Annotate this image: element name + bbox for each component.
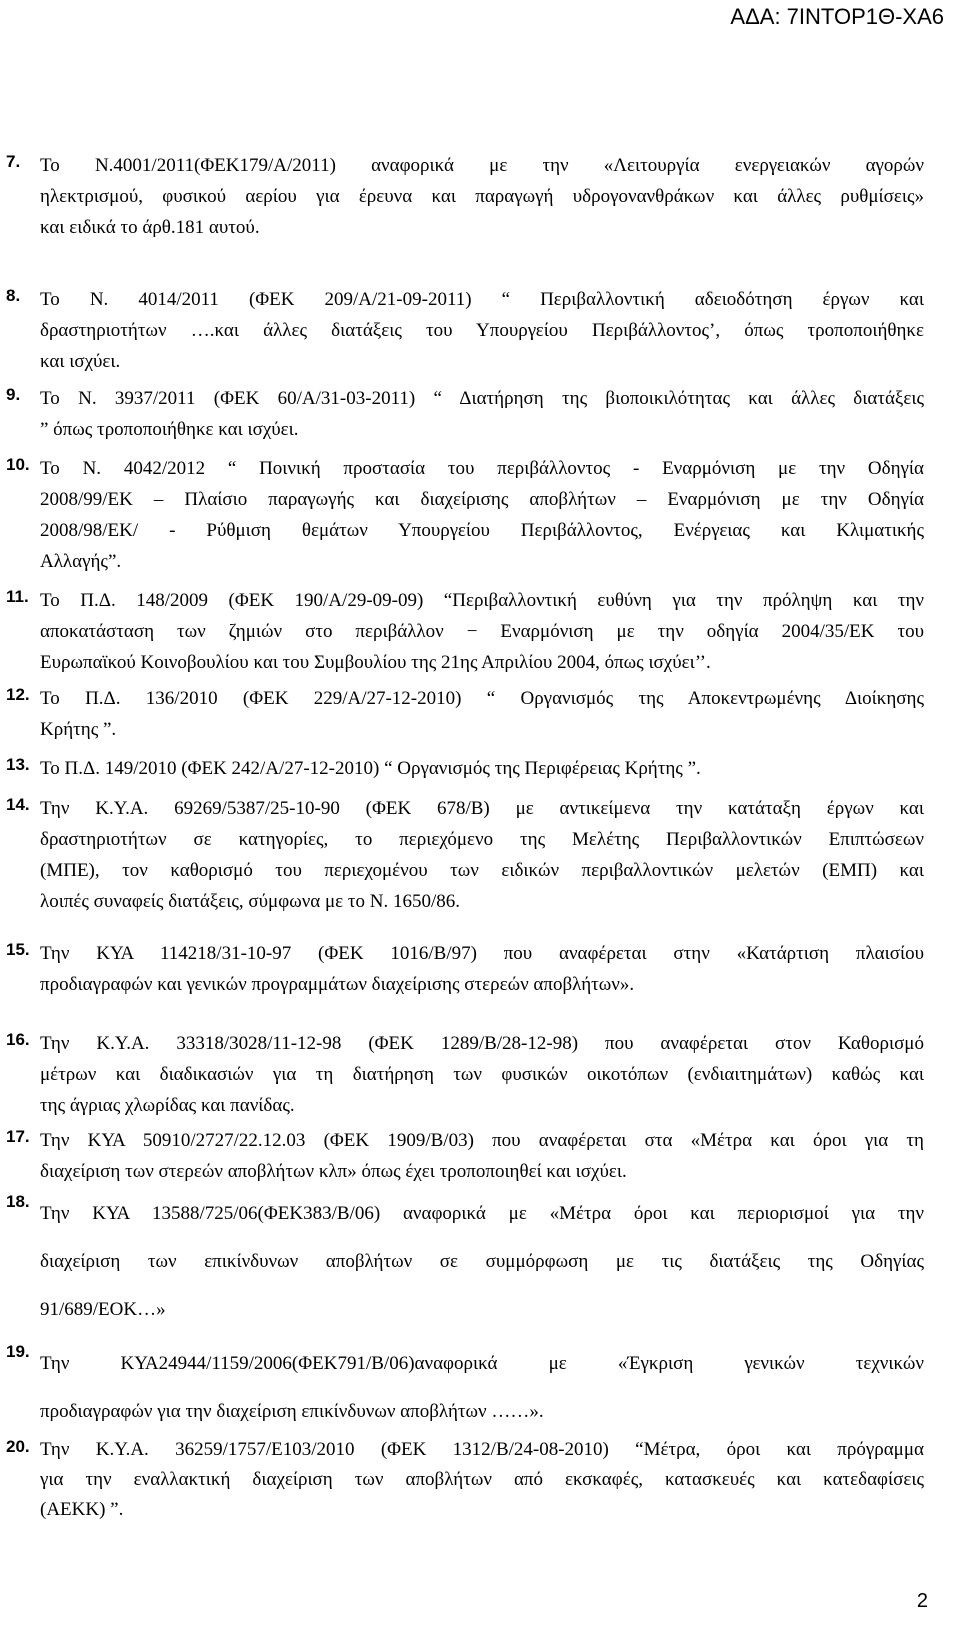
text-line: Το Π.Δ. 149/2010 (ΦΕΚ 242/Α/27-12-2010) “ Οργανισμός της Περιφέρειας Κρήτης ”.: [40, 758, 701, 779]
text-line: (ΜΠΕ), τον καθορισμό του περιεχομένου των ειδικών περιβαλλοντικών μελετών (ΕΜΠ) και: [40, 860, 924, 881]
item-text: [40, 683, 924, 745]
text-line: Την ΚΥΑ 13588/725/06(ΦΕΚ383/Β/06) αναφορικά με «Μέτρα όροι και περιορισμοί για την: [40, 1203, 924, 1224]
text-line: δραστηριοτήτων σε κατηγορίες, το περιεχόμενο της Μελέτης Περιβαλλοντικών Επιπτώσεων: [40, 829, 924, 850]
text-line: Ευρωπαϊκού Κοινοβουλίου και του Συμβουλίου της 21ης Απριλίου 2004, όπως ισχύει’’.: [40, 652, 711, 673]
text-line: Κρήτης ”.: [40, 719, 117, 740]
item-number: 7.: [6, 152, 21, 171]
item-number: 11.: [6, 587, 29, 606]
text-line: αποκατάσταση των ζημιών στο περιβάλλον − Εναρμόνιση με την οδηγία 2004/35/ΕΚ του: [40, 621, 924, 642]
item-text: [40, 1435, 924, 1525]
text-line: 91/689/ΕΟΚ…»: [40, 1299, 166, 1320]
item-text: [40, 1190, 924, 1334]
text-line: της άγριας χλωρίδας και πανίδας.: [40, 1095, 295, 1116]
text-line: 2008/99/ΕΚ – Πλαίσιο παραγωγής και διαχείρισης αποβλήτων – Εναρμόνιση με την Οδηγία: [40, 489, 924, 510]
item-number: 16.: [6, 1030, 30, 1049]
item-number: 15.: [6, 940, 30, 959]
text-line: Αλλαγής”.: [40, 551, 122, 572]
text-line: και ισχύει.: [40, 351, 121, 372]
item-number: 14.: [6, 795, 30, 814]
item-text: [40, 453, 924, 577]
item-text: [40, 1125, 924, 1187]
item-number: 18.: [6, 1192, 30, 1211]
text-line: Το Ν. 3937/2011 (ΦΕΚ 60/Α/31-03-2011) “ Διατήρηση της βιοποικιλότητας και άλλες διατάξεις: [40, 388, 924, 409]
text-line: (ΑΕΚΚ) ”.: [40, 1499, 124, 1520]
item-number: 17.: [6, 1127, 30, 1146]
text-line: ” όπως τροποποιήθηκε και ισχύει.: [40, 419, 299, 440]
text-line: Την Κ.Υ.Α. 36259/1757/Ε103/2010 (ΦΕΚ 1312/Β/24-08-2010) “Μέτρα, όροι και πρόγραμμα: [40, 1439, 924, 1460]
item-text: [40, 938, 924, 1000]
text-line: Την ΚΥΑ24944/1159/2006(ΦΕΚ791/Β/06)αναφορικά με «Έγκριση γενικών τεχνικών: [40, 1353, 924, 1374]
text-line: ηλεκτρισμού, φυσικού αερίου για έρευνα και παραγωγή υδρογονανθράκων και άλλες ρυθμίσεις»: [40, 186, 924, 207]
text-line: διαχείριση των επικίνδυνων αποβλήτων σε συμμόρφωση με τις διατάξεις της Οδηγίας: [40, 1251, 924, 1272]
text-line: Το Π.Δ. 136/2010 (ΦΕΚ 229/Α/27-12-2010) “ Οργανισμός της Αποκεντρωμένης Διοίκησης: [40, 688, 924, 709]
item-text: [40, 383, 924, 445]
item-number: 9.: [6, 385, 21, 404]
item-number: 19.: [6, 1342, 30, 1361]
text-line: Το Π.Δ. 148/2009 (ΦΕΚ 190/Α/29-09-09) “Περιβαλλοντική ευθύνη για την πρόληψη και την: [40, 590, 924, 611]
text-line: Την Κ.Υ.Α. 33318/3028/11-12-98 (ΦΕΚ 1289/Β/28-12-98) που αναφέρεται στον Καθορισμό: [40, 1033, 924, 1054]
item-text: [40, 1340, 924, 1436]
item-number: 13.: [6, 755, 30, 774]
item-text: [40, 284, 924, 377]
ada-header: ΑΔΑ: 7ΙΝΤΟΡ1Θ-ΧΑ6: [730, 4, 944, 29]
text-line: Το Ν. 4042/2012 “ Ποινική προστασία του περιβάλλοντος - Εναρμόνιση με την Οδηγία: [40, 458, 924, 479]
text-line: Το Ν. 4014/2011 (ΦΕΚ 209/Α/21-09-2011) “ Περιβαλλοντική αδειοδότηση έργων και: [40, 289, 924, 310]
item-text: [40, 793, 924, 917]
item-text: [40, 585, 924, 678]
text-line: Το Ν.4001/2011(ΦΕΚ179/Α/2011) αναφορικά με την «Λειτουργία ενεργειακών αγορών: [40, 155, 924, 176]
text-line: λοιπές συναφείς διατάξεις, σύμφωνα με το Ν. 1650/86.: [40, 891, 461, 912]
text-line: δραστηριοτήτων ….και άλλες διατάξεις του Υπουργείου Περιβάλλοντος’, όπως τροποποιήθηκε: [40, 320, 924, 341]
text-line: μέτρων και διαδικασιών για τη διατήρηση των φυσικών οικοτόπων (ενδιαιτημάτων) καθώς και: [40, 1064, 924, 1085]
text-line: προδιαγραφών για την διαχείριση επικίνδυνων αποβλήτων ……».: [40, 1401, 544, 1422]
item-text: [40, 753, 924, 784]
item-number: 12.: [6, 685, 30, 704]
text-line: Την ΚΥΑ 50910/2727/22.12.03 (ΦΕΚ 1909/Β/03) που αναφέρεται στα «Μέτρα και όροι για τη: [40, 1130, 924, 1151]
text-line: Την ΚΥΑ 114218/31-10-97 (ΦΕΚ 1016/Β/97) που αναφέρεται στην «Κατάρτιση πλαισίου: [40, 943, 924, 964]
text-line: και ειδικά το άρθ.181 αυτού.: [40, 217, 260, 238]
text-line: διαχείριση των στερεών αποβλήτων κλπ» όπως έχει τροποποιηθεί και ισχύει.: [40, 1161, 627, 1182]
item-number: 8.: [6, 286, 21, 305]
text-line: 2008/98/ΕΚ/ - Ρύθμιση θεμάτων Υπουργείου Περιβάλλοντος, Ενέργειας και Κλιματικής: [40, 520, 924, 541]
item-number: 10.: [6, 455, 30, 474]
item-text: [40, 1028, 924, 1121]
text-line: προδιαγραφών και γενικών προγραμμάτων διαχείρισης στερεών αποβλήτων».: [40, 974, 635, 995]
item-text: [40, 150, 924, 243]
text-line: για την εναλλακτική διαχείριση των αποβλήτων από εκσκαφές, κατασκευές και κατεδαφίσεις: [40, 1469, 924, 1490]
page-number: 2: [916, 1590, 928, 1612]
text-line: Την Κ.Υ.Α. 69269/5387/25-10-90 (ΦΕΚ 678/Β) με αντικείμενα την κατάταξη έργων και: [40, 798, 924, 819]
item-number: 20.: [6, 1437, 30, 1456]
